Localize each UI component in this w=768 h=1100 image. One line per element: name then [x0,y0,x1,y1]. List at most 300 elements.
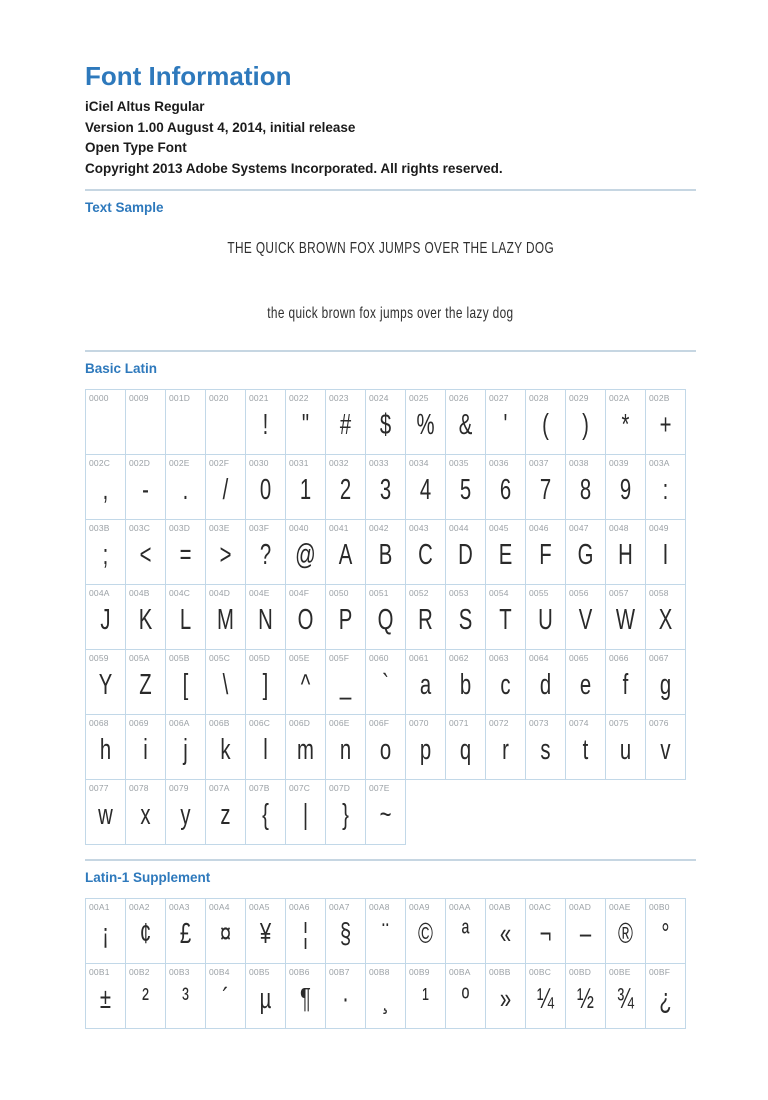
codepoint-label: 0067 [649,653,669,663]
codepoint-label: 0035 [449,458,469,468]
codepoint-label: 0044 [449,523,469,533]
glyph-cell [485,454,526,520]
glyph: ¾ [617,983,634,1015]
codepoint-label: 00B0 [649,902,670,912]
glyph-cell [565,454,606,520]
glyph: » [499,983,512,1015]
glyph: z [220,799,231,831]
codepoint-label: 0048 [609,523,629,533]
glyph: & [458,409,473,441]
codepoint-label: 004C [169,588,191,598]
codepoint-label: 00AD [569,902,592,912]
glyph-cell [485,963,526,1029]
glyph: E [498,539,513,571]
codepoint-label: 0053 [449,588,469,598]
glyph: · [342,983,349,1015]
glyph-cell [645,584,686,650]
codepoint-label: 0059 [89,653,109,663]
glyph-cell [325,779,366,845]
glyph: 5 [459,474,472,506]
glyph: D [458,539,473,571]
glyph: * [621,409,630,441]
glyph-cell [605,389,646,455]
pangram-uppercase-text: THE QUICK BROWN FOX JUMPS OVER THE LAZY DOG [227,240,554,257]
codepoint-label: 0031 [289,458,309,468]
codepoint-label: 0029 [569,393,589,403]
glyph: ¢ [139,918,152,950]
glyph-cell [245,963,286,1029]
glyph-cell [325,454,366,520]
glyph-cell [165,898,206,964]
codepoint-label: 00B3 [169,967,190,977]
glyph-cell [165,714,206,780]
glyph-cell [605,714,646,780]
glyph-cell [565,519,606,585]
codepoint-label: 0034 [409,458,429,468]
glyph: ( [542,409,549,441]
glyph: { [262,799,269,831]
glyph-cell [445,898,486,964]
codepoint-label: 00B8 [369,967,390,977]
codepoint-label: 0071 [449,718,469,728]
codepoint-label: 00B1 [89,967,110,977]
glyph: 6 [499,474,512,506]
glyph-cell [405,714,446,780]
glyph: £ [179,918,192,950]
basic-latin-heading: Basic Latin [85,361,158,376]
glyph-cell [205,584,246,650]
section-divider [85,859,696,861]
glyph: = [179,539,192,571]
glyph-cell [525,714,566,780]
glyph: u [619,734,632,766]
codepoint-label: 005B [169,653,190,663]
glyph-cell [525,454,566,520]
glyph-cell [245,584,286,650]
codepoint-label: 0030 [249,458,269,468]
glyph-cell [285,584,326,650]
codepoint-label: 0047 [569,523,589,533]
glyph-cell [285,649,326,715]
codepoint-label: 00A8 [369,902,390,912]
codepoint-label: 0072 [489,718,509,728]
section-divider [85,189,696,191]
codepoint-label: 0041 [329,523,349,533]
glyph: l [263,734,268,766]
glyph-cell [245,389,286,455]
glyph-cell [565,963,606,1029]
codepoint-label: 0063 [489,653,509,663]
codepoint-label: 0045 [489,523,509,533]
glyph-cell [165,389,206,455]
glyph-cell [365,584,406,650]
glyph-cell [325,714,366,780]
glyph-cell [445,584,486,650]
glyph-cell [565,584,606,650]
glyph-cell [365,779,406,845]
glyph: G [577,539,594,571]
glyph: © [418,918,433,950]
glyph-cell [645,898,686,964]
codepoint-label: 0050 [329,588,349,598]
glyph-cell [565,714,606,780]
glyph: i [143,734,148,766]
format-line: Open Type Font [85,140,187,155]
glyph-cell [645,963,686,1029]
font-name: iCiel Altus Regular [85,99,205,114]
glyph: e [579,669,592,701]
glyph: ! [262,409,269,441]
glyph: w [98,799,113,831]
glyph: $ [379,409,392,441]
glyph: ® [618,918,633,950]
glyph-cell [325,519,366,585]
glyph: ¸ [382,983,389,1015]
glyph: - [142,474,149,506]
glyph: ¼ [537,983,554,1015]
codepoint-label: 0026 [449,393,469,403]
codepoint-label: 004D [209,588,231,598]
glyph-cell [205,779,246,845]
glyph: P [338,604,353,636]
glyph: ) [582,409,589,441]
glyph: 0 [259,474,272,506]
glyph-cell [165,519,206,585]
codepoint-label: 00BE [609,967,631,977]
codepoint-label: 00AE [609,902,631,912]
glyph: a [419,669,432,701]
glyph: ] [262,669,269,701]
glyph: + [659,409,672,441]
glyph: Z [139,669,152,701]
glyph-cell [605,898,646,964]
glyph-cell [525,584,566,650]
glyph-cell [405,519,446,585]
glyph-cell [125,649,166,715]
glyph: v [660,734,671,766]
glyph-cell [405,963,446,1029]
glyph-cell [565,649,606,715]
glyph-cell [205,898,246,964]
pangram-lowercase-text: the quick brown fox jumps over the lazy dog [267,305,514,322]
glyph: – [579,918,592,950]
codepoint-label: 00BB [489,967,511,977]
glyph-cell [325,963,366,1029]
codepoint-label: 006C [249,718,271,728]
glyph [212,403,239,454]
glyph: % [416,409,435,441]
glyph-cell [285,389,326,455]
bottom-margin [85,1028,696,1100]
glyph: 9 [619,474,632,506]
codepoint-label: 00AA [449,902,471,912]
glyph: R [418,604,433,636]
glyph-cell [445,454,486,520]
latin1-supplement-grid [85,898,686,1028]
codepoint-label: 004F [289,588,310,598]
glyph-cell [525,898,566,964]
codepoint-label: 0000 [89,393,109,403]
codepoint-label: 005E [289,653,310,663]
glyph-cell [445,649,486,715]
codepoint-label: 00B4 [209,967,230,977]
codepoint-label: 001D [169,393,191,403]
glyph: , [102,474,109,506]
codepoint-label: 0066 [609,653,629,663]
codepoint-label: 0009 [129,393,149,403]
codepoint-label: 0054 [489,588,509,598]
glyph-cell [245,649,286,715]
page-title: Font Information [85,61,292,91]
glyph: # [339,409,352,441]
codepoint-label: 0078 [129,783,149,793]
glyph-cell [85,389,126,455]
glyph-cell [365,389,406,455]
glyph-cell [325,389,366,455]
pangram-lowercase [85,305,696,323]
glyph-cell [485,584,526,650]
glyph: 3 [379,474,392,506]
glyph: . [182,474,189,506]
glyph: 7 [539,474,552,506]
copyright-line: Copyright 2013 Adobe Systems Incorporated. All rights reserved. [85,160,503,176]
codepoint-label: 0073 [529,718,549,728]
glyph-cell [85,714,126,780]
codepoint-label: 0079 [169,783,189,793]
glyph: ¶ [300,983,311,1015]
codepoint-label: 007B [249,783,270,793]
codepoint-label: 003A [649,458,670,468]
glyph: L [179,604,192,636]
glyph: 1 [299,474,312,506]
glyph-cell [125,779,166,845]
glyph: ¥ [259,918,272,950]
glyph: g [659,669,672,701]
glyph-cell [445,519,486,585]
codepoint-label: 00B7 [329,967,350,977]
codepoint-label: 006B [209,718,230,728]
glyph: µ [259,983,272,1015]
glyph-cell [605,963,646,1029]
codepoint-label: 0024 [369,393,389,403]
codepoint-label: 0028 [529,393,549,403]
glyph-cell [325,649,366,715]
codepoint-label: 006A [169,718,190,728]
glyph-cell [85,454,126,520]
glyph: ¦ [302,918,309,950]
glyph: U [538,604,553,636]
glyph: S [458,604,473,636]
glyph: @ [295,539,316,571]
glyph-cell [165,963,206,1029]
glyph-cell [85,779,126,845]
codepoint-label: 0061 [409,653,429,663]
codepoint-label: 0021 [249,393,269,403]
glyph-cell [245,779,286,845]
glyph-cell [285,898,326,964]
glyph: [ [182,669,189,701]
codepoint-label: 005F [329,653,350,663]
glyph-cell [125,389,166,455]
glyph: ² [142,983,149,1015]
codepoint-label: 0064 [529,653,549,663]
glyph-cell [645,389,686,455]
codepoint-label: 003E [209,523,230,533]
glyph-cell [205,963,246,1029]
glyph-cell [285,714,326,780]
glyph: c [500,669,511,701]
glyph: C [418,539,433,571]
codepoint-label: 007A [209,783,230,793]
codepoint-label: 00AB [489,902,511,912]
glyph: T [499,604,512,636]
codepoint-label: 0056 [569,588,589,598]
codepoint-label: 002A [609,393,630,403]
codepoint-label: 00A9 [409,902,430,912]
glyph: s [540,734,551,766]
codepoint-label: 00A7 [329,902,350,912]
codepoint-label: 00B6 [289,967,310,977]
codepoint-label: 002B [649,393,670,403]
glyph-cell [85,649,126,715]
glyph: 4 [419,474,432,506]
pangram-uppercase [85,240,696,258]
glyph-cell [405,584,446,650]
glyph: B [378,539,393,571]
glyph-cell [645,714,686,780]
codepoint-label: 0077 [89,783,109,793]
codepoint-label: 00B5 [249,967,270,977]
glyph-cell [485,389,526,455]
codepoint-label: 0060 [369,653,389,663]
codepoint-label: 0068 [89,718,109,728]
codepoint-label: 002E [169,458,190,468]
codepoint-label: 007E [369,783,390,793]
glyph-cell [445,389,486,455]
glyph-cell [565,389,606,455]
glyph: M [217,604,234,636]
glyph-cell [165,584,206,650]
glyph: \ [222,669,229,701]
codepoint-label: 0025 [409,393,429,403]
codepoint-label: 0023 [329,393,349,403]
codepoint-label: 005D [249,653,271,663]
glyph: ¹ [422,983,429,1015]
codepoint-label: 0020 [209,393,229,403]
glyph-cell [285,454,326,520]
glyph: ? [259,539,272,571]
codepoint-label: 0033 [369,458,389,468]
glyph: ´ [222,983,229,1015]
glyph: ¤ [219,918,232,950]
glyph: J [100,604,111,636]
glyph [172,403,199,454]
section-divider [85,350,696,352]
glyph-cell [205,519,246,585]
codepoint-label: 00BF [649,967,671,977]
codepoint-label: 00A2 [129,902,150,912]
codepoint-label: 002F [209,458,230,468]
glyph: ~ [379,799,392,831]
glyph-cell [165,649,206,715]
glyph-cell [125,519,166,585]
codepoint-label: 007C [289,783,311,793]
glyph-cell [205,714,246,780]
glyph: b [459,669,472,701]
glyph-cell [405,898,446,964]
glyph: < [139,539,152,571]
glyph: j [183,734,188,766]
glyph-cell [85,898,126,964]
glyph-cell [205,454,246,520]
glyph: X [658,604,673,636]
glyph-cell [485,649,526,715]
glyph: y [180,799,191,831]
glyph-cell [525,963,566,1029]
codepoint-label: 0057 [609,588,629,598]
text-sample-heading: Text Sample [85,200,164,215]
codepoint-label: 005C [209,653,231,663]
glyph: ± [99,983,112,1015]
glyph-cell [525,649,566,715]
glyph-cell [245,714,286,780]
glyph: Y [98,669,113,701]
glyph: _ [339,669,352,701]
glyph-cell [565,898,606,964]
codepoint-label: 003B [89,523,110,533]
glyph-cell [125,963,166,1029]
codepoint-label: 0070 [409,718,429,728]
glyph: I [662,539,669,571]
glyph: N [258,604,273,636]
glyph: " [301,409,310,441]
codepoint-label: 002C [89,458,111,468]
codepoint-label: 003F [249,523,270,533]
codepoint-label: 004B [129,588,150,598]
glyph [132,403,159,454]
codepoint-label: 005A [129,653,150,663]
codepoint-label: 0042 [369,523,389,533]
codepoint-label: 0036 [489,458,509,468]
glyph-cell [325,584,366,650]
glyph-cell [445,963,486,1029]
codepoint-label: 0043 [409,523,429,533]
codepoint-label: 0040 [289,523,309,533]
codepoint-label: 006E [329,718,350,728]
codepoint-label: 0062 [449,653,469,663]
glyph: W [615,604,636,636]
codepoint-label: 0037 [529,458,549,468]
glyph-cell [365,963,406,1029]
glyph: h [99,734,112,766]
glyph: § [339,918,352,950]
glyph: ¡ [102,918,109,950]
glyph: Q [377,604,394,636]
glyph-cell [365,519,406,585]
glyph-cell [645,454,686,520]
glyph: q [459,734,472,766]
codepoint-label: 00BD [569,967,592,977]
glyph: n [339,734,352,766]
glyph: K [138,604,153,636]
codepoint-label: 00A6 [289,902,310,912]
codepoint-label: 0022 [289,393,309,403]
codepoint-label: 003C [129,523,151,533]
codepoint-label: 0058 [649,588,669,598]
codepoint-label: 0069 [129,718,149,728]
glyph-cell [85,584,126,650]
codepoint-label: 00BC [529,967,552,977]
